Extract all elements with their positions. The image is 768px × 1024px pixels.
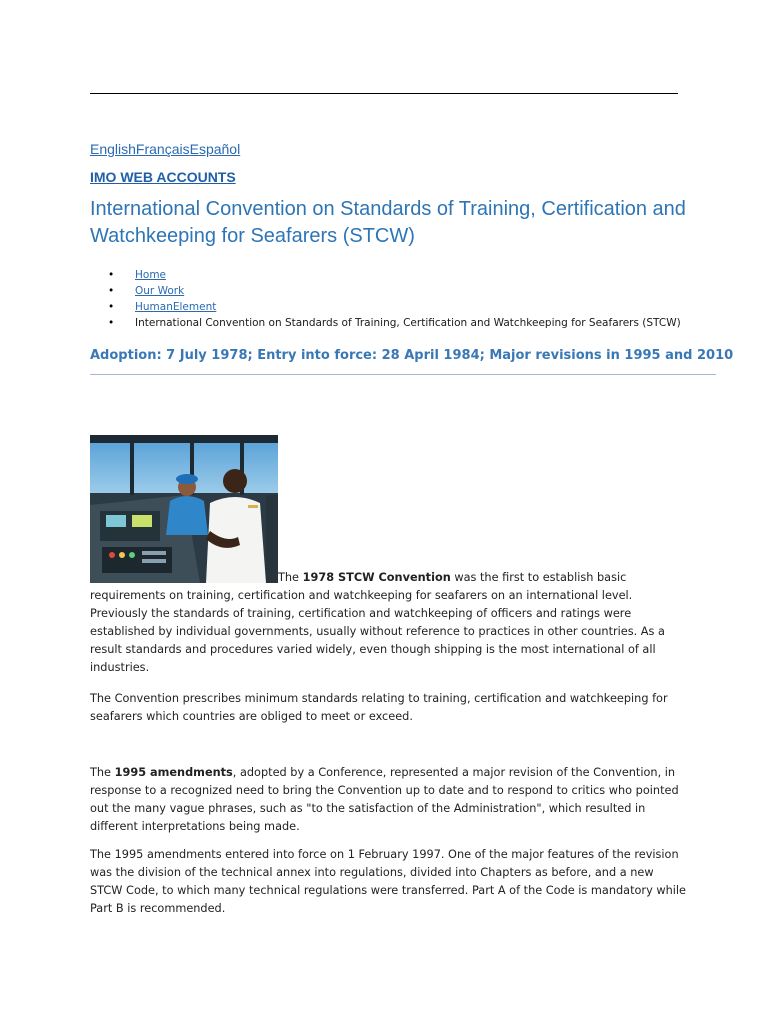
p3-rest: , adopted by a Conference, represented a major revision of the Convention, in response to a recognized need to bring the Convention up to date and to respond to critics who pointed out the many vague phrases, such as "to the satisfaction of the Administration", which resulted in different interpretations being made. <box>90 766 679 833</box>
p1-rest: was the first to establish basic requirements on training, certification and watchkeeping for seafarers on an international level. Previously the standards of training, certification and watchkeeping of officers and ratings were established by individual governments, usually without reference to practices in other countries. As a result standards and procedures varied widely, even though shipping is the most international of all industries. <box>90 571 665 674</box>
page-title: International Convention on Standards of Training, Certification and Watchkeeping for Seafarers (STCW) <box>90 198 686 247</box>
top-divider <box>90 93 678 94</box>
breadcrumb-link-human-element[interactable]: HumanElement <box>135 301 217 313</box>
ship-bridge-photo <box>90 435 278 583</box>
breadcrumb <box>108 267 681 331</box>
paragraph-1995-amendments <box>90 764 680 836</box>
breadcrumb-current-label: International Convention on Standards of Training, Certification and Watchkeeping for Seafarers (STCW) <box>135 317 681 329</box>
p3-lead: The <box>90 766 115 779</box>
breadcrumb-item-our-work <box>108 283 681 299</box>
language-link-spanish[interactable]: Español <box>189 141 241 157</box>
p3-bold: 1995 amendments <box>114 766 233 779</box>
breadcrumb-item-current <box>108 315 681 331</box>
breadcrumb-item-human-element <box>108 299 681 315</box>
paragraph-entry-into-force: The 1995 amendments entered into force on 1 February 1997. One of the major features of the revision was the division of the technical annex into regulations, divided into Chapters as before, and a new STCW Code, to which many technical regulations were transferred. Part A of the Code is mandatory while Part B is recommended. <box>90 848 686 915</box>
p1-bold: 1978 STCW Convention <box>302 571 451 584</box>
breadcrumb-link-our-work[interactable]: Our Work <box>135 285 185 297</box>
breadcrumb-item-home <box>108 267 681 283</box>
language-link-french[interactable]: Français <box>135 141 190 157</box>
paragraph-1978-convention <box>90 569 684 677</box>
adoption-subheading: Adoption: 7 July 1978; Entry into force: 28 April 1984; Major revisions in 1995 and 2010 <box>90 348 734 363</box>
subheading-divider <box>90 374 716 375</box>
imo-web-accounts-link[interactable]: IMO WEB ACCOUNTS <box>90 169 236 185</box>
paragraph-minimum-standards: The Convention prescribes minimum standards relating to training, certification and watchkeeping for seafarers which countries are obliged to meet or exceed. <box>90 692 668 723</box>
p1-lead: The <box>278 571 303 584</box>
language-link-english[interactable]: English <box>90 141 136 157</box>
language-links <box>90 141 240 157</box>
breadcrumb-link-home[interactable]: Home <box>135 269 167 281</box>
